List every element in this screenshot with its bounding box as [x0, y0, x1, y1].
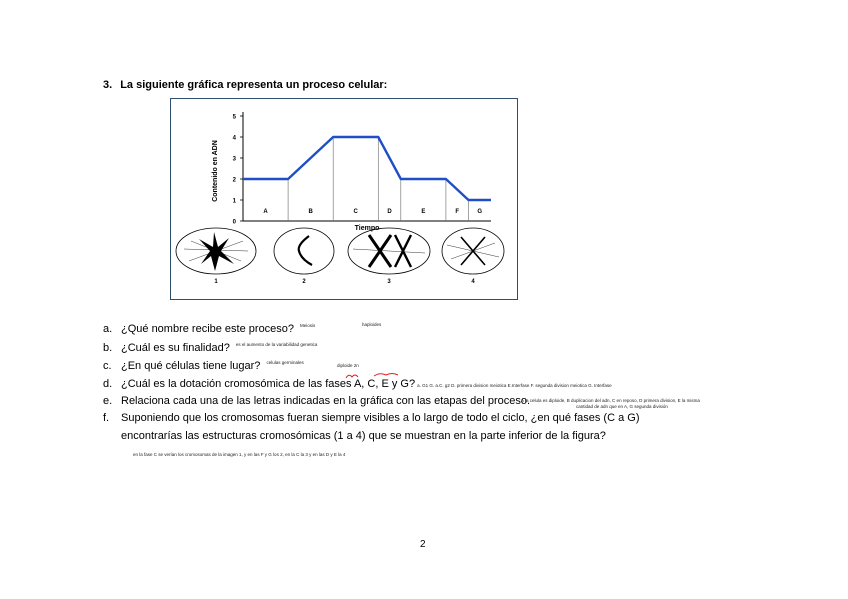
item-c-text: ¿En qué células tiene lugar?: [121, 360, 261, 372]
item-d-letter: d.: [103, 378, 113, 390]
item-b: [103, 342, 317, 354]
item-e-letter: e.: [103, 395, 113, 407]
cell-label-2: 2: [302, 279, 306, 285]
phase-label-B: B: [308, 209, 313, 215]
phase-label-G: G: [477, 209, 483, 215]
item-a-letter: a.: [103, 323, 113, 335]
item-b-text: ¿Cuál es su finalidad?: [121, 342, 230, 354]
item-c-letter: c.: [103, 360, 112, 372]
phase-label-F: F: [455, 209, 460, 215]
item-d-answer: a. G1 G. a.C. g2 D. primera division meiotica E.Interfase F. segunda division meiotica G. Interfase: [417, 383, 612, 388]
item-d: [103, 378, 612, 390]
item-c: [103, 360, 304, 372]
item-f-letter: f.: [103, 412, 110, 424]
item-a: [103, 323, 315, 335]
y-tick-label-4: 4: [232, 135, 236, 142]
item-f: [103, 412, 640, 424]
item-e: [103, 395, 530, 407]
page-number: 2: [420, 539, 426, 550]
phase-label-C: C: [353, 209, 358, 215]
x-axis-label: Tiempo: [354, 225, 380, 232]
dna-content-chart: [171, 99, 517, 299]
item-e-text: Relaciona cada una de las letras indicadas en la gráfica con las etapas del proceso.: [121, 395, 531, 407]
cell-label-3: 3: [387, 279, 391, 285]
cell-diagram-1: [176, 228, 256, 285]
question-title-text: La siguiente gráfica representa un proceso celular:: [120, 79, 388, 91]
phase-label-D: D: [387, 209, 392, 215]
y-tick-label-1: 1: [232, 198, 236, 205]
item-e-answer-line2: cantidad de adn que en A, G segunda división: [576, 404, 668, 409]
phase-label-E: E: [421, 209, 426, 215]
cell-diagram-3: [348, 228, 430, 285]
question-title: [103, 79, 387, 91]
note-haploides: haploides: [362, 322, 382, 327]
cell-diagram-4: [442, 228, 504, 285]
item-e-answer: A la celula es diploide, B duplicacion del adn, C en reposo, D primera division, E la misma: [521, 398, 700, 403]
item-f-answer: en la fase C se verían los cromosomas de la imagen 1, y en las F y G los 2, en la C la 3 y en las D y E la 4: [133, 452, 346, 457]
y-tick-label-0: 0: [232, 219, 236, 226]
note-diploide: diploide 2n: [337, 363, 359, 368]
item-a-answer: Meiosis: [300, 323, 316, 328]
y-axis-label: Contenido en ADN: [212, 140, 219, 202]
cell-label-4: 4: [471, 279, 475, 285]
question-number: 3.: [103, 79, 113, 91]
item-a-text: ¿Qué nombre recibe este proceso?: [121, 323, 295, 335]
y-tick-label-5: 5: [232, 114, 236, 121]
y-tick-label-3: 3: [232, 156, 236, 163]
y-tick-label-2: 2: [232, 177, 236, 184]
cell-diagram-2: [274, 228, 334, 285]
cell-label-1: 1: [214, 279, 218, 285]
cell-process-figure: [170, 98, 518, 300]
chart-plot-area: [233, 112, 491, 226]
item-b-letter: b.: [103, 342, 113, 354]
item-c-answer: celulas germinales: [266, 360, 304, 365]
item-d-text: ¿Cuál es la dotación cromosómica de las fases A, C, E y G?: [121, 378, 416, 390]
item-f-text-line2: encontrarías las estructuras cromosómicas (1 a 4) que se muestran en la parte inferior de la figura?: [121, 430, 606, 442]
phase-label-A: A: [263, 209, 268, 215]
dna-content-line: [243, 137, 491, 200]
item-b-answer: es el aumento de la variabilidad genetica: [235, 342, 318, 347]
item-f-text: Suponiendo que los cromosomas fueran siempre visibles a lo largo de todo el ciclo, ¿en qué fases (C a G): [121, 412, 640, 424]
